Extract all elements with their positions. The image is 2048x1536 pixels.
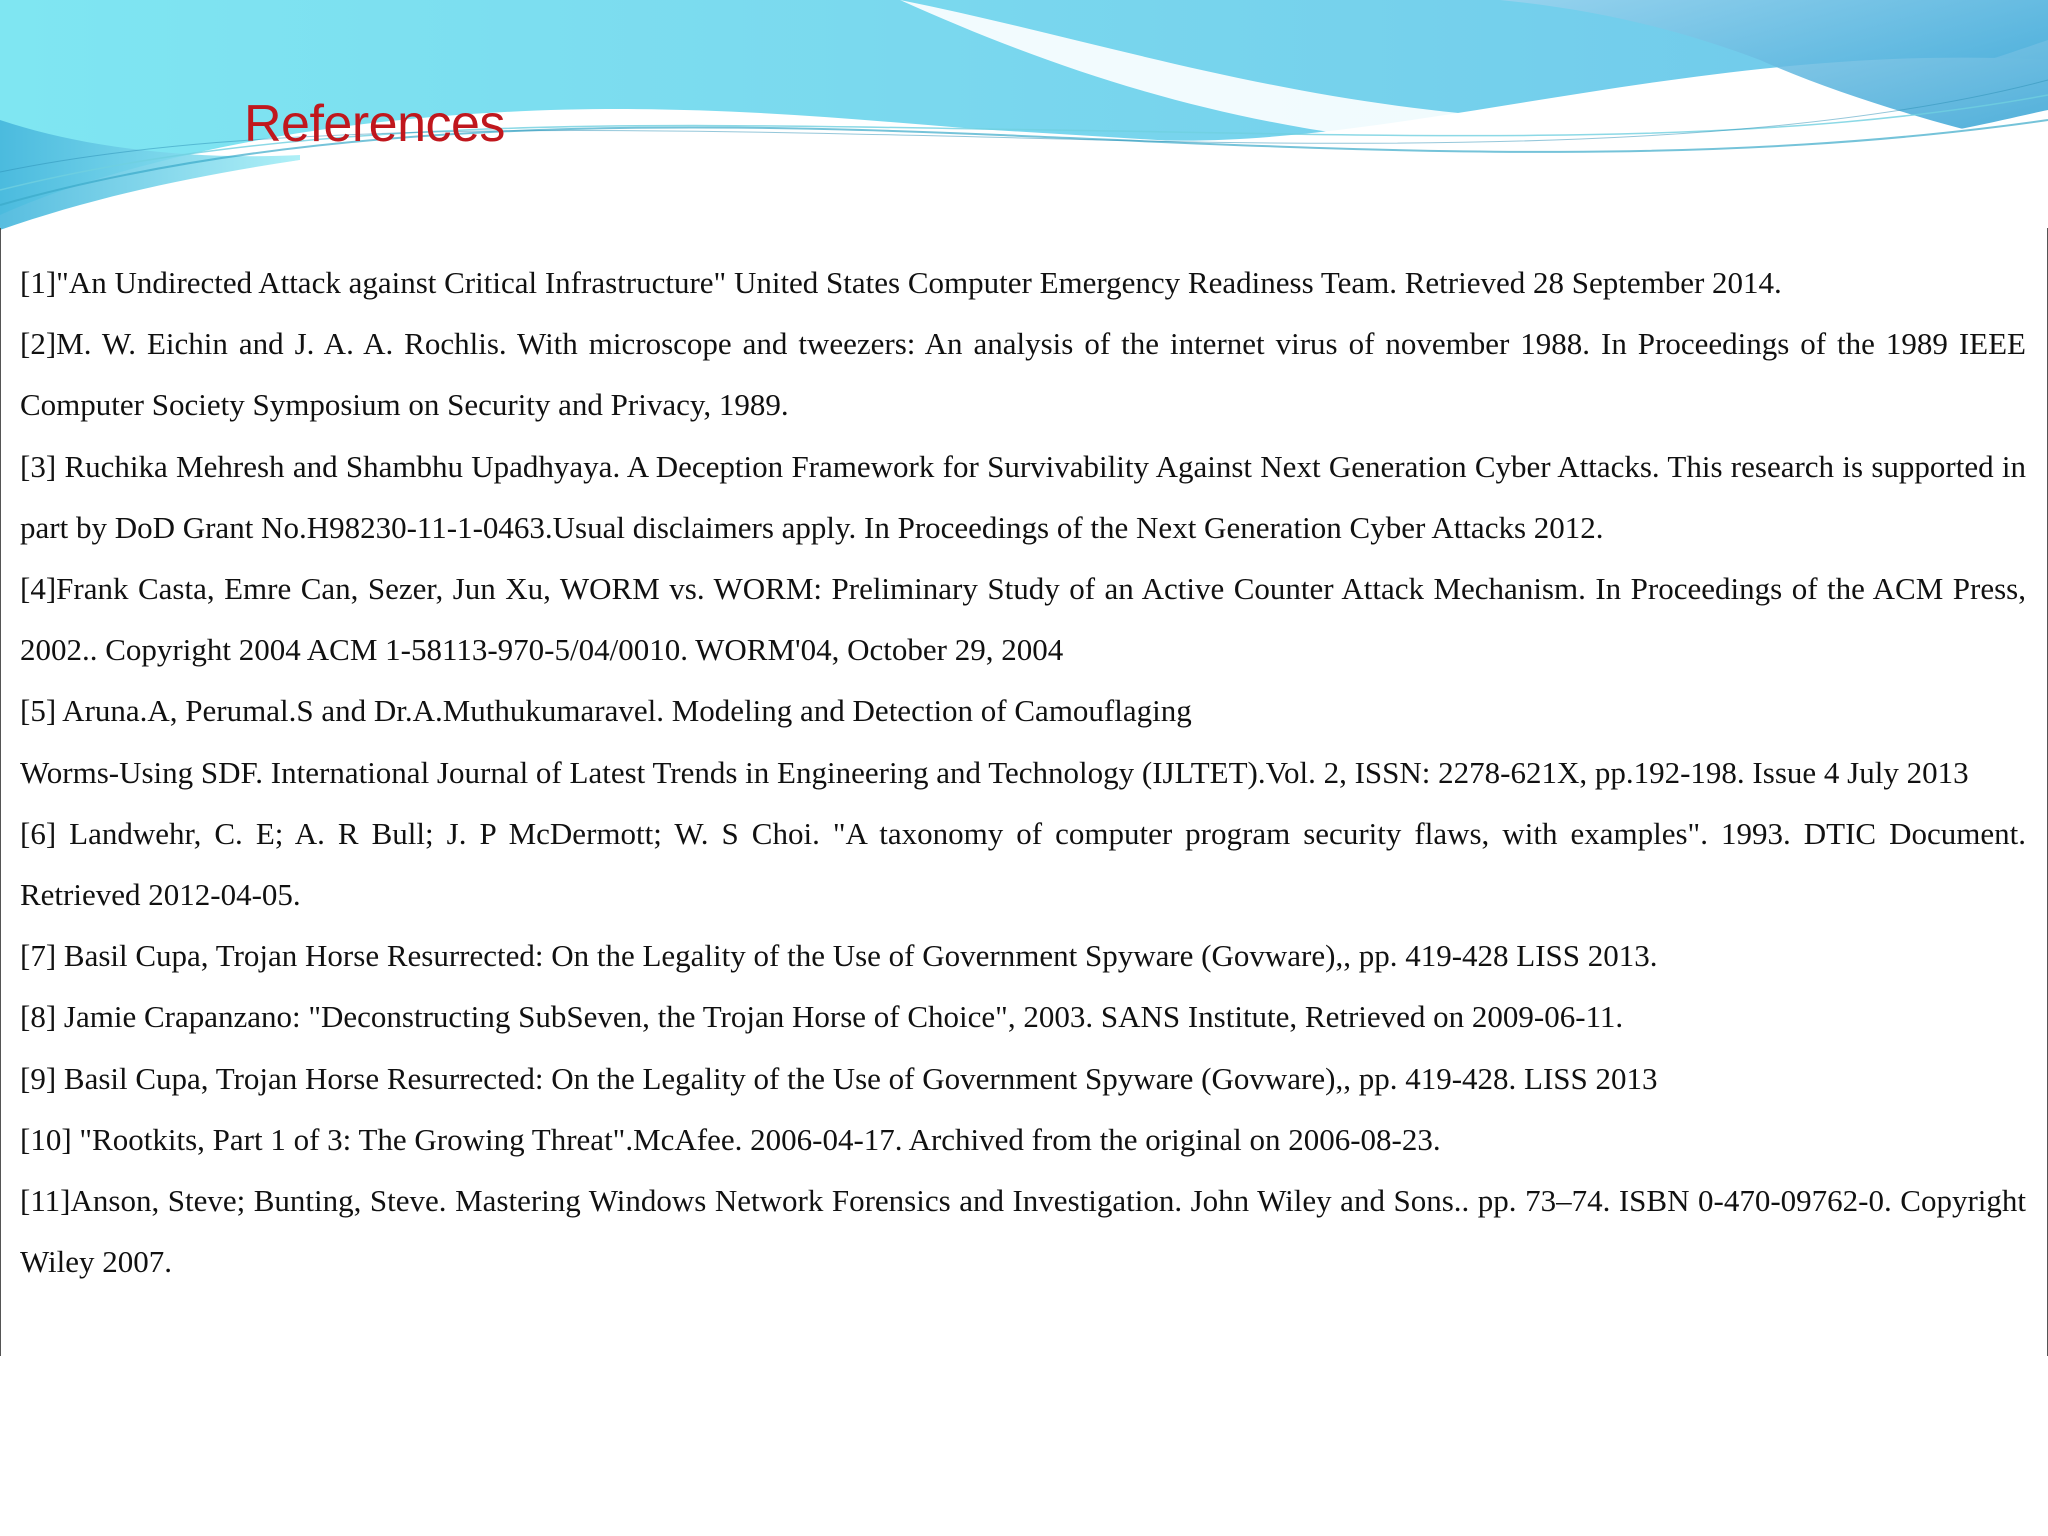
reference-item: [9] Basil Cupa, Trojan Horse Resurrected: On the Legality of the Use of Government Spyware (Govware),, pp. 419-428. LISS 2013	[20, 1060, 1658, 1096]
reference-item: [7] Basil Cupa, Trojan Horse Resurrected: On the Legality of the Use of Government Spyware (Govware),, pp. 419-428 LISS 2013.	[20, 938, 1658, 974]
reference-item: [6] Landwehr, C. E; A. R Bull; J. P McDermott; W. S Choi. "A taxonomy of computer program security flaws, with examples". 1993. DTIC Document. Retrieved 2012-04-05.	[20, 815, 2026, 913]
reference-item: [8] Jamie Crapanzano: "Deconstructing SubSeven, the Trojan Horse of Choice", 2003. SANS Institute, Retrieved on 2009-06-11.	[20, 999, 1624, 1035]
reference-item: [10] "Rootkits, Part 1 of 3: The Growing Threat".McAfee. 2006-04-17. Archived from the original on 2006-08-23.	[20, 1121, 1441, 1157]
slide-title: References	[244, 95, 505, 153]
reference-item: [4]Frank Casta, Emre Can, Sezer, Jun Xu, WORM vs. WORM: Preliminary Study of an Active Counter Attack Mechanism. In Proceedings of the ACM Press, 2002.. Copyright 2004 ACM 1-58113-970-5/04/0010. WORM'04, October 29, 2004	[20, 571, 2026, 668]
reference-item: [1]"An Undirected Attack against Critical Infrastructure" United States Computer Emergency Readiness Team. Retrieved 28 September 2014.	[20, 265, 1782, 300]
reference-item: [11]Anson, Steve; Bunting, Steve. Mastering Windows Network Forensics and Investigation. John Wiley and Sons.. pp. 73–74. ISBN 0-470-09762-0. Copyright Wiley 2007.	[20, 1183, 2026, 1280]
reference-list	[20, 252, 2026, 1292]
reference-item: [2]M. W. Eichin and J. A. A. Rochlis. With microscope and tweezers: An analysis of the internet virus of november 1988. In Proceedings of the 1989 IEEE Computer Society Symposium on Security and Privacy, 1989.	[20, 326, 2026, 423]
reference-item	[20, 680, 2026, 802]
reference-item: [3] Ruchika Mehresh and Shambhu Upadhyaya. A Deception Framework for Survivability Against Next Generation Cyber Attacks. This research is supported in part by DoD Grant No.H98230-11-1-0463.Usual disclaimers apply. In Proceedings of the Next Generation Cyber Attacks 2012.	[20, 448, 2026, 545]
reference-line: Worms-Using SDF. International Journal of Latest Trends in Engineering and Technology (IJLTET).Vol. 2, ISSN: 2278-621X, pp.192-198. Issue 4 July 2013	[20, 754, 1969, 790]
reference-line: [5] Aruna.A, Perumal.S and Dr.A.Muthukumaravel. Modeling and Detection of Camouflaging	[20, 693, 1192, 729]
